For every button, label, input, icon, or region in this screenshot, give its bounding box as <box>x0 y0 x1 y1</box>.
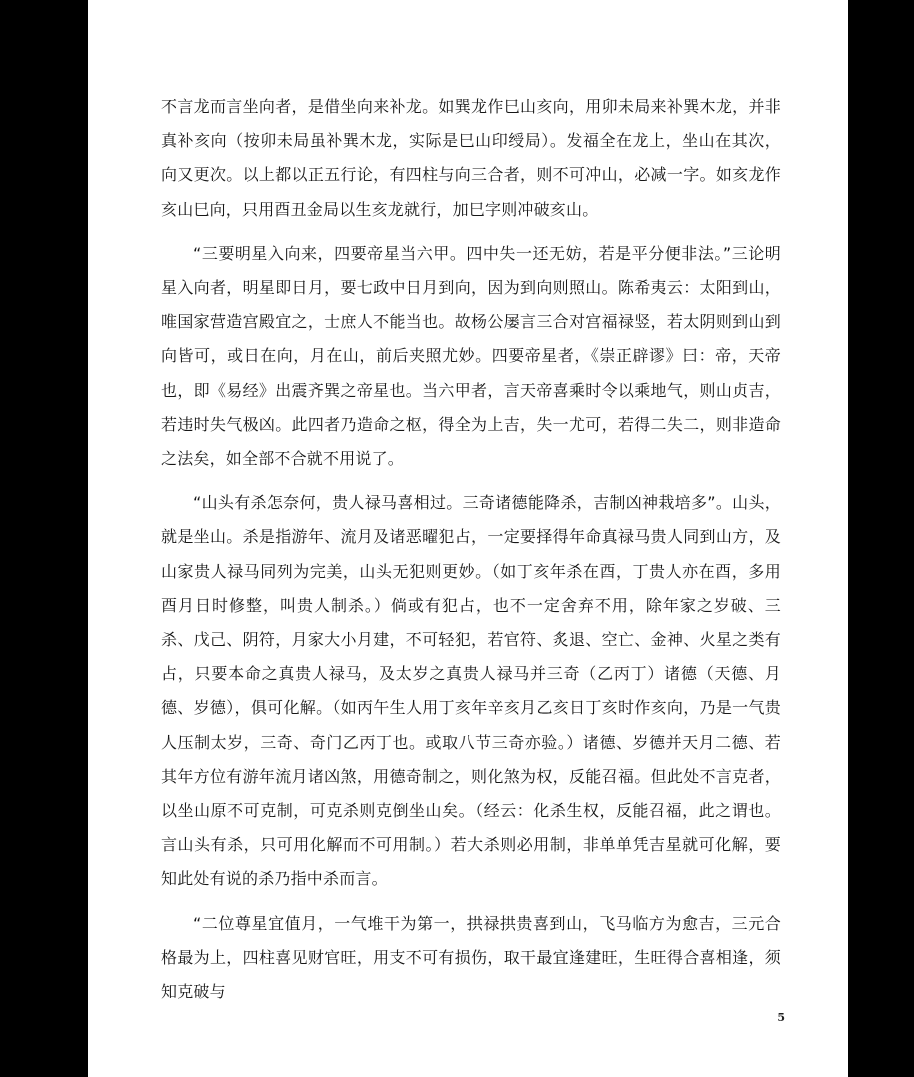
paragraph-4: “二位尊星宜值月，一气堆干为第一，拱禄拱贵喜到山，飞马临方为愈吉，三元合格最为上，四柱喜见财官旺，用支不可有损伤，取干最宜逢建旺，生旺得合喜相逢，须知克破与 <box>161 913 781 1002</box>
paragraph-3: “山头有杀怎奈何，贵人禄马喜相过。三奇诸德能降杀，吉制凶神栽培多”。山头，就是坐山。杀是指游年、流月及诸恶曜犯占，一定要择得年命真禄马贵人同到山方，及山家贵人禄马同列为完美，山头无犯则更妙。（如丁亥年杀在酉，丁贵人亦在酉，多用酉月日时修整，叫贵人制杀。）倘或有犯占，也不一定舍弃不用，除年家之岁破、三杀、戊己、阴符，月家大小月建，不可轻犯，若官符、炙退、空亡、金神、火星之类有占，只要本命之真贵人禄马，及太岁之真贵人禄马并三奇（乙丙丁）诸德（天德、月德、岁德），俱可化解。（如丙午生人用丁亥年辛亥月乙亥日丁亥时作亥向，乃是一气贵人压制太岁，三奇、奇门乙丙丁也。或取八节三奇亦验。）诸德、岁德并天月二德、若其年方位有游年流月诸凶煞，用德奇制之，则化煞为权，反能召福。但此处不言克者，以坐山原不可克制，可克杀则克倒坐山矣。（经云：化杀生权，反能召福，此之谓也。言山头有杀，只可用化解而不可用制。）若大杀则必用制，非单单凭吉星就可化解，要知此处有说的杀乃指中杀而言。 <box>161 493 781 889</box>
page-number: 5 <box>777 1011 785 1024</box>
paragraph-2: “三要明星入向来，四要帝星当六甲。四中失一还无妨，若是平分便非法。”三论明星入向者，明星即日月，要七政中日月到向，因为到向则照山。陈希夷云：太阳到山，唯国家营造宫殿宜之，士庶人不能当也。故杨公屡言三合对宫福禄竖，若太阴则到山到向皆可，或日在向，月在山，前后夹照尤妙。四要帝星者，《崇正辟谬》曰：帝，天帝也，即《易经》出震齐巽之帝星也。当六甲者，言天帝喜乘时令以乘地气，则山贞吉，若违时失气极凶。此四者乃造命之枢，得全为上吉，失一尤可，若得二失二，则非造命之法矣，如全部不合就不用说了。 <box>161 243 781 469</box>
document-page <box>88 0 848 1077</box>
page-body <box>161 90 781 1009</box>
paragraph-1: 不言龙而言坐向者，是借坐向来补龙。如巽龙作巳山亥向，用卯未局来补巽木龙，并非真补亥向（按卯未局虽补巽木龙，实际是巳山印绶局）。发福全在龙上，坐山在其次，向又更次。以上都以正五行论，有四柱与向三合者，则不可冲山，必减一字。如亥龙作亥山巳向，只用酉丑金局以生亥龙就行，加巳字则冲破亥山。 <box>161 97 781 219</box>
